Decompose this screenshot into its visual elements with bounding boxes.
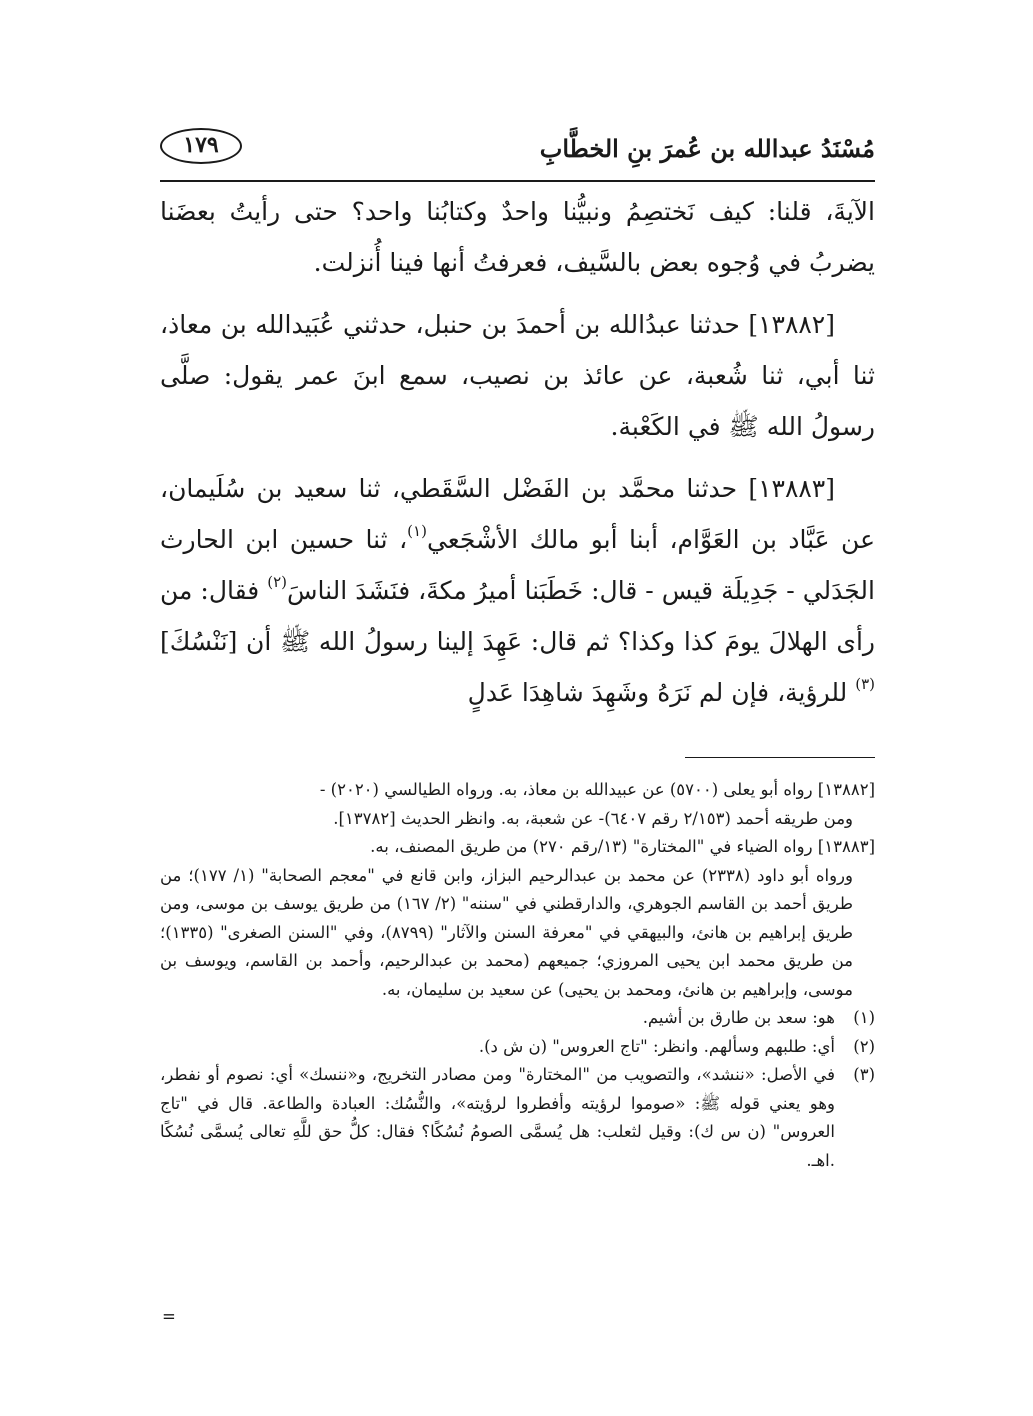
footnote-ref-1: (١) — [407, 522, 427, 540]
hadith-13882: [١٣٨٨٢] حدثنا عبدُالله بن أحمدَ بن حنبل، حدثني عُبَيدالله بن معاذ، ثنا أبي، ثنا شُعبة، عن عائذ بن نصيب، سمع ابنَ عمر يقول: صلَّى رسولُ الله ﷺ في الكَعْبة. — [160, 310, 875, 441]
hadith-13883-text-3: فقال: من رأى الهلالَ يومَ كذا وكذا؟ ثم قال: عَهِدَ إلينا رسولُ الله ﷺ أن [نَنْسُكَ] — [160, 576, 875, 656]
paragraph-verse-conclusion: الآيةَ، قلنا: كيف نَختصِمُ ونبيُّنا واحدٌ وكتابُنا واحد؟ حتى رأيتُ بعضَنا يضربُ في وُجوه بعض بالسَّيف، فعرفتُ أنها فينا أُنزلت. — [160, 197, 875, 277]
hadith-13883-text-2: ، ثنا حسين ابن الحارث الجَدَلي - جَدِيلَة قيس - قال: خَطَبَنا أميرُ مكةَ، فنَشَدَ الناسَ — [160, 525, 875, 605]
hadith-13883 — [160, 463, 875, 718]
hadith-13883-text-4: للرؤية، فإن لم نَرَهُ وشَهِدَ شاهِدَا عَدلٍ — [467, 678, 856, 707]
hadith-13883-text-1: [١٣٨٨٣] حدثنا محمَّد بن الفَضْل السَّقَطي، ثنا سعيد بن سُلَيمان، عن عَبَّاد بن العَوَّام، أبنا أبو مالك الأشْجَعي — [160, 474, 875, 554]
main-text — [160, 186, 875, 718]
footnote-2-number: (٢) — [853, 1036, 875, 1056]
header-title: مُسْنَدُ عبدالله بن عُمرَ بنِ الخطَّابِ — [539, 134, 875, 163]
footnote-separator — [685, 757, 875, 758]
footnote-ref-2: (٢) — [267, 573, 287, 591]
footnote-3-text: في الأصل: «ننشد»، والتصويب من "المختارة" ومن مصادر التخريج، و«ننسك» أي: نصوم أو نفطر، وهو يعني قوله ﷺ: «صوموا لرؤيته وأفطروا لرؤيته»، والنُّسُك: العبادة والطاعة. قال في "تاج العروس" (ن س ك): وقيل لثعلب: هل يُسمَّى الصومُ نُسُكًا؟ فقال: كلُّ حق للَّهِ تعالى يُسمَّى نُسُكًا .اهـ. — [160, 1065, 835, 1170]
footnote-2 — [160, 1033, 875, 1062]
header-rule — [160, 180, 875, 182]
footnote-1-text: هو: سعد بن طارق بن أشيم. — [642, 1008, 835, 1027]
running-header — [160, 126, 875, 174]
footnotes — [160, 776, 875, 1175]
page-number: ١٧٩ — [160, 128, 242, 164]
footnote-1-number: (١) — [853, 1008, 875, 1027]
footnote-2-text: أي: طلبهم وسألهم. وانظر: "تاج العروس" (ن ش د). — [478, 1036, 835, 1056]
continuation-mark: = — [162, 1307, 176, 1326]
footnote-3-number: (٣) — [853, 1065, 875, 1084]
footnote-1 — [160, 1004, 875, 1033]
takhrij-13882-line-2: ومن طريقه أحمد (٢/١٥٣ رقم ٦٤٠٧)- عن شعبة، به. وانظر الحديث [١٣٧٨٢]. — [333, 808, 853, 828]
takhrij-13883-paragraph: ورواه أبو داود (٢٣٣٨) عن محمد بن عبدالرحيم البزاز، وابن قانع في "معجم الصحابة" (١/ ١٧٧)؛ من طريق أحمد بن القاسم الجوهري، والدارقطني في "سننه" (٢/ ١٦٧) من طريق يوسف بن موسى، ومن طريق إبراهيم بن هانئ، والبيهقي في "معرفة السنن والآثار" (٨٧٩٩)، وفي "السنن الصغرى" (١٣٣٥)؛ من طريق محمد ابن يحيى المروزي؛ جميعهم (محمد بن عبدالرحيم، وأحمد بن القاسم، ويوسف بن موسى، وإبراهيم بن هانئ، ومحمد بن يحيى) عن سعيد بن سليمان، به. — [160, 865, 853, 999]
footnote-ref-3: (٣) — [855, 675, 875, 693]
takhrij-13882-line-1: [١٣٨٨٢] رواه أبو يعلى (٥٧٠٠) عن عبيدالله بن معاذ، به. ورواه الطيالسي (٢٠٢٠) - — [319, 780, 875, 799]
takhrij-13883-line-1: [١٣٨٨٣] رواه الضياء في "المختارة" (١٣/رقم ٢٧٠) من طريق المصنف، به. — [370, 837, 875, 856]
footnote-3 — [160, 1061, 875, 1175]
